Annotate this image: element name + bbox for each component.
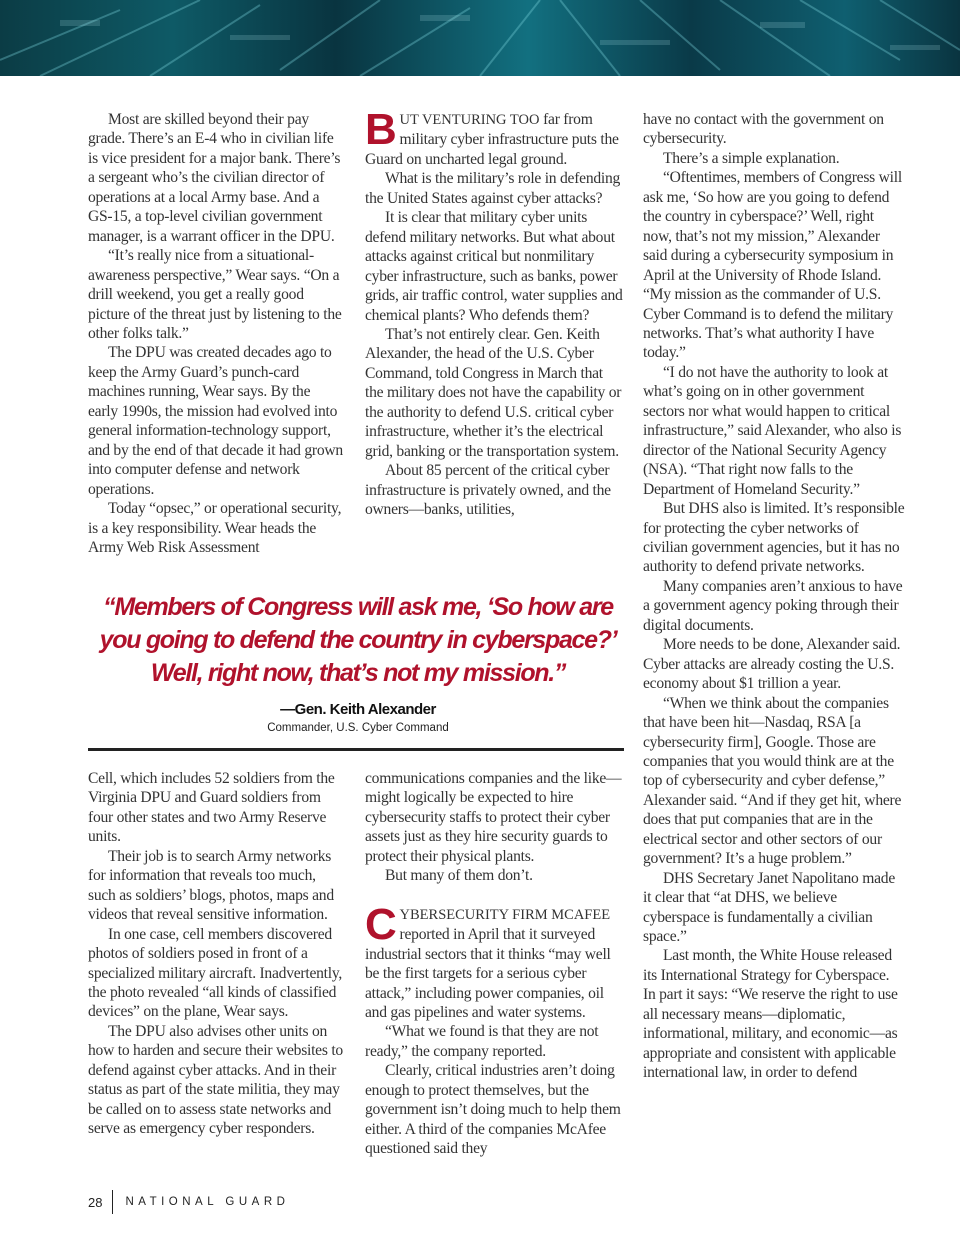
footer-divider <box>112 1190 113 1214</box>
pull-quote <box>88 591 628 734</box>
paragraph: The DPU also advises other units on how to harden and secure their websites to defend against cyber attacks. And in their status as part of the state militia, they may be called on to assess state networks and serve as emergency cyber responders. <box>88 1022 343 1138</box>
paragraph: But many of them don’t. <box>385 867 533 885</box>
lead-in-caps: UT VENTURING TOO <box>399 112 540 128</box>
magazine-name: NATIONAL GUARD <box>125 1196 290 1208</box>
paragraph: “It’s really nice from a situational-awareness perspective,” Wear says. “On a drill weekend, you get a really good picture of the threat just by listening to the other folks talk.” <box>88 247 342 342</box>
article-column-1-top <box>88 110 343 557</box>
paragraph: Cell, which includes 52 soldiers from the Virginia DPU and Guard soldiers from four other states and two Army Reserve units. <box>88 770 335 846</box>
paragraph: But DHS also is limited. It’s responsible for protecting the cyber networks of civilian government agencies, but it has no authority to defend private networks. <box>643 500 905 576</box>
paragraph: It is clear that military cyber units defend military networks. But what about attacks against critical but nonmilitary cyber infrastructure, such as banks, power grids, air traffic control, water supplies and chemical plants? Who defends them? <box>365 209 623 324</box>
paragraph: communications companies and the like—might logically be expected to hire cybersecurity staffs to protect their cyber assets just as they hire security guards to protect their physical plants. <box>365 770 622 865</box>
page-footer <box>88 1190 289 1214</box>
paragraph: “Oftentimes, members of Congress will ask me, ‘So how are you going to defend the country in cyberspace?’ Well, right now, that’s not my mission,” Alexander said during a cybersecurity symposium in April at the University of Rhode Island. “My mission as the commander of U.S. Cyber Command is to defend the military networks. That’s what authority I have today.” <box>643 169 902 362</box>
article-column-2-bottom <box>365 769 623 1159</box>
paragraph: Today “opsec,” or operational security, is a key responsibility. Wear heads the Army Web Risk Assessment <box>88 500 342 556</box>
paragraph: DHS Secretary Janet Napolitano made it clear that “at DHS, we believe cyberspace is fundamentally a civilian space.” <box>643 869 896 946</box>
section-lead-paragraph <box>365 105 623 169</box>
paragraph: Most are skilled beyond their pay grade. There’s an E-4 who in civilian life is vice president for a major bank. There’s a sergeant who’s the civilian director of operations at a local Army base. And a GS-15, a top-level civilian government manager, is a warrant officer in the DPU. <box>88 111 341 245</box>
page-number: 28 <box>88 1194 103 1210</box>
paragraph: In one case, cell members discovered photos of soldiers posed in front of a specialized military aircraft. Inadvertently, the photo revealed “all kinds of classified devices” on the plane, Wear says. <box>88 925 343 1021</box>
paragraph: Last month, the White House released its International Strategy for Cyberspace. In part it says: “We reserve the right to use all necessary means—diplomatic, informational, military, and economic—as appropriate and consistent with applicable international law, in order to defend <box>643 947 898 1082</box>
article-column-1-bottom <box>88 769 343 1139</box>
pull-quote-attribution: —Gen. Keith Alexander <box>280 701 436 718</box>
article-column-3 <box>643 110 905 1083</box>
lead-in-text: reported in April that it surveyed industrial sectors that it thinks “may well be the first targets for a serious cyber attack,” including power companies, oil and gas pipelines and water systems. <box>365 926 611 1021</box>
pull-quote-divider <box>88 748 624 751</box>
header-banner-image <box>0 0 960 76</box>
paragraph: About 85 percent of the critical cyber infrastructure is privately owned, and the owners—banks, utilities, <box>365 462 611 519</box>
pull-quote-title: Commander, U.S. Cyber Command <box>267 722 449 734</box>
paragraph: There’s a simple explanation. <box>663 149 840 167</box>
paragraph: “What we found is that they are not ready,” the company reported. <box>365 1023 599 1060</box>
pull-quote-text: “Members of Congress will ask me, ‘So how are you going to defend the country in cyberspace?’ Well, right now, that’s not my mission.” <box>99 593 617 687</box>
paragraph: “When we think about the companies that have been hit—Nasdaq, RSA [a cybersecurity firm], Google. Those are companies that you would think are at the top of cybersecurity and cyber defense,” Alexander said. “And if they get hit, where does that put companies that are in the electrical sector and other sectors of our government? It’s a huge problem.” <box>643 694 902 868</box>
lead-in-text: far from military cyber infrastructure puts the Guard on uncharted legal ground. <box>365 111 619 168</box>
drop-cap: B <box>365 105 397 154</box>
lead-in-caps: YBERSECURITY FIRM MCAFEE <box>399 906 611 923</box>
paragraph: Clearly, critical industries aren’t doing enough to protect themselves, but the government isn’t doing much to help them either. A third of the companies McAfee questioned said they <box>365 1062 621 1158</box>
paragraph: “I do not have the authority to look at what’s going on in other government sectors nor what would happen to critical infrastructure,” said Alexander, who also is director of the National Security Agency (NSA). “That right now falls to the Department of Homeland Security.” <box>643 363 902 498</box>
paragraph: More needs to be done, Alexander said. Cyber attacks are already costing the U.S. economy about $1 trillion a year. <box>643 636 901 693</box>
drop-cap: C <box>365 899 397 949</box>
paragraph: Their job is to search Army networks for information that reveals too much, such as soldiers’ blogs, photos, maps and videos that reveal sensitive information. <box>88 847 334 924</box>
paragraph: have no contact with the government on cybersecurity. <box>643 111 884 148</box>
paragraph: That’s not entirely clear. Gen. Keith Alexander, the head of the U.S. Cyber Command, told Congress in March that the military does not have the capability or the authority to defend U.S. critical cyber infrastructure, whether it’s the electrical grid, banking or the transportation system. <box>365 325 622 460</box>
section-lead-paragraph <box>365 899 623 1023</box>
paragraph: The DPU was created decades ago to keep the Army Guard’s punch-card machines running, Wear says. By the early 1990s, the mission had evolved into general information-technology support, and by the end of that decade it had grown into computer defense and network operations. <box>88 344 343 498</box>
paragraph: What is the military’s role in defending the United States against cyber attacks? <box>365 170 621 207</box>
article-column-2-top <box>365 105 623 520</box>
paragraph: Many companies aren’t anxious to have a government agency poking through their digital documents. <box>643 577 903 634</box>
